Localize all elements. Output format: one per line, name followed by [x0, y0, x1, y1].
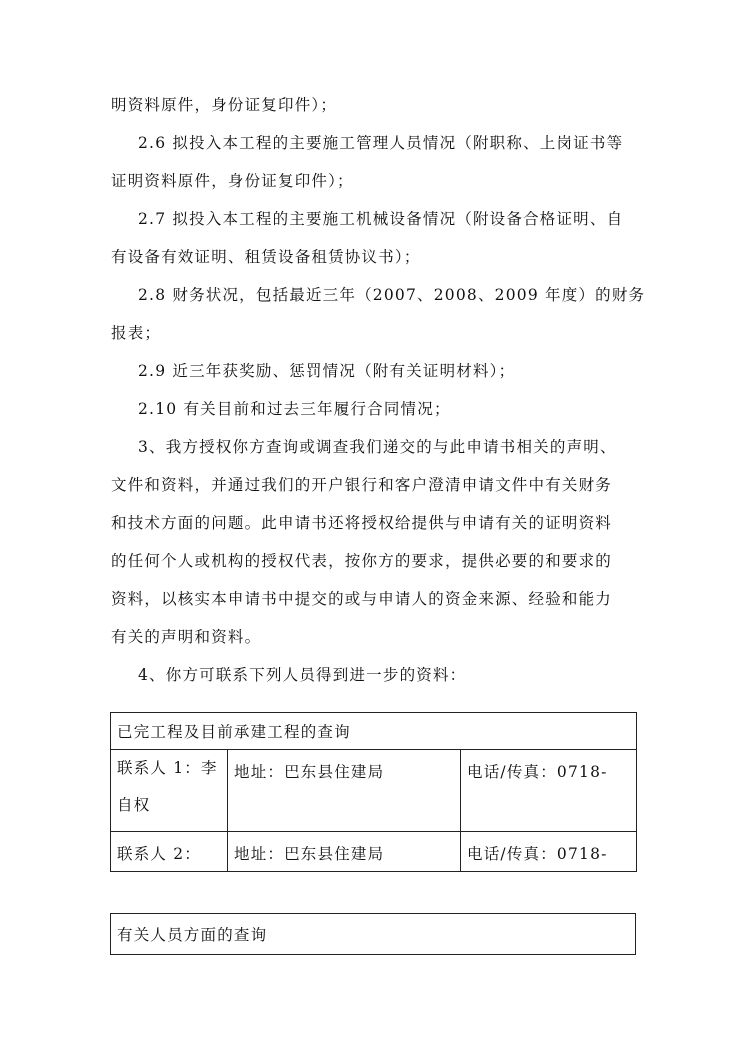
paragraph-line: 资料，以核实本申请书中提交的或与申请人的资金来源、经验和能力 [111, 590, 613, 608]
contact-table-personnel [110, 913, 636, 955]
paragraph-line: 文件和资料，并通过我们的开户银行和客户澄清申请文件中有关财务 [111, 476, 613, 494]
phone-cell: 电话/传真：0718- [461, 750, 637, 832]
contact-person-cell: 联系人 2： [111, 832, 228, 872]
phone-cell: 电话/传真：0718- [461, 832, 637, 872]
paragraph-line: 和技术方面的问题。此申请书还将授权给提供与申请有关的证明资料 [111, 514, 613, 532]
table-title: 有关人员方面的查询 [111, 914, 636, 955]
contact-person-line: 联系人 1：李 [117, 759, 218, 777]
contact-table-completed-projects [110, 712, 637, 872]
paragraph-line: 3、我方授权你方查询或调查我们递交的与此申请书相关的声明、 [138, 438, 617, 456]
paragraph-line: 4、你方可联系下列人员得到进一步的资料： [138, 666, 467, 684]
address-cell: 地址：巴东县住建局 [228, 750, 461, 832]
paragraph-line: 2.8 财务状况，包括最近三年（2007、2008、2009 年度）的财务 [138, 286, 646, 304]
paragraph-line: 有关的声明和资料。 [111, 628, 262, 646]
paragraph-line: 2.7 拟投入本工程的主要施工机械设备情况（附设备合格证明、自 [138, 210, 624, 228]
paragraph-line: 2.9 近三年获奖励、惩罚情况（附有关证明材料）； [138, 362, 516, 380]
paragraph-line: 的任何个人或机构的授权代表，按你方的要求，提供必要的和要求的 [111, 552, 613, 570]
contact-person-cell [111, 750, 228, 832]
paragraph-line: 有设备有效证明、租赁设备租赁协议书）； [111, 248, 421, 266]
address-cell: 地址：巴东县住建局 [228, 832, 461, 872]
paragraph-line: 明资料原件，身份证复印件）； [111, 96, 338, 114]
paragraph-line: 证明资料原件，身份证复印件）； [111, 172, 354, 190]
paragraph-line: 2.10 有关目前和过去三年履行合同情况； [138, 400, 451, 418]
paragraph-line: 2.6 拟投入本工程的主要施工管理人员情况（附职称、上岗证书等 [138, 134, 624, 152]
table-title: 已完工程及目前承建工程的查询 [111, 713, 637, 750]
contact-person-line: 自权 [117, 796, 151, 814]
paragraph-line: 报表； [111, 324, 162, 342]
